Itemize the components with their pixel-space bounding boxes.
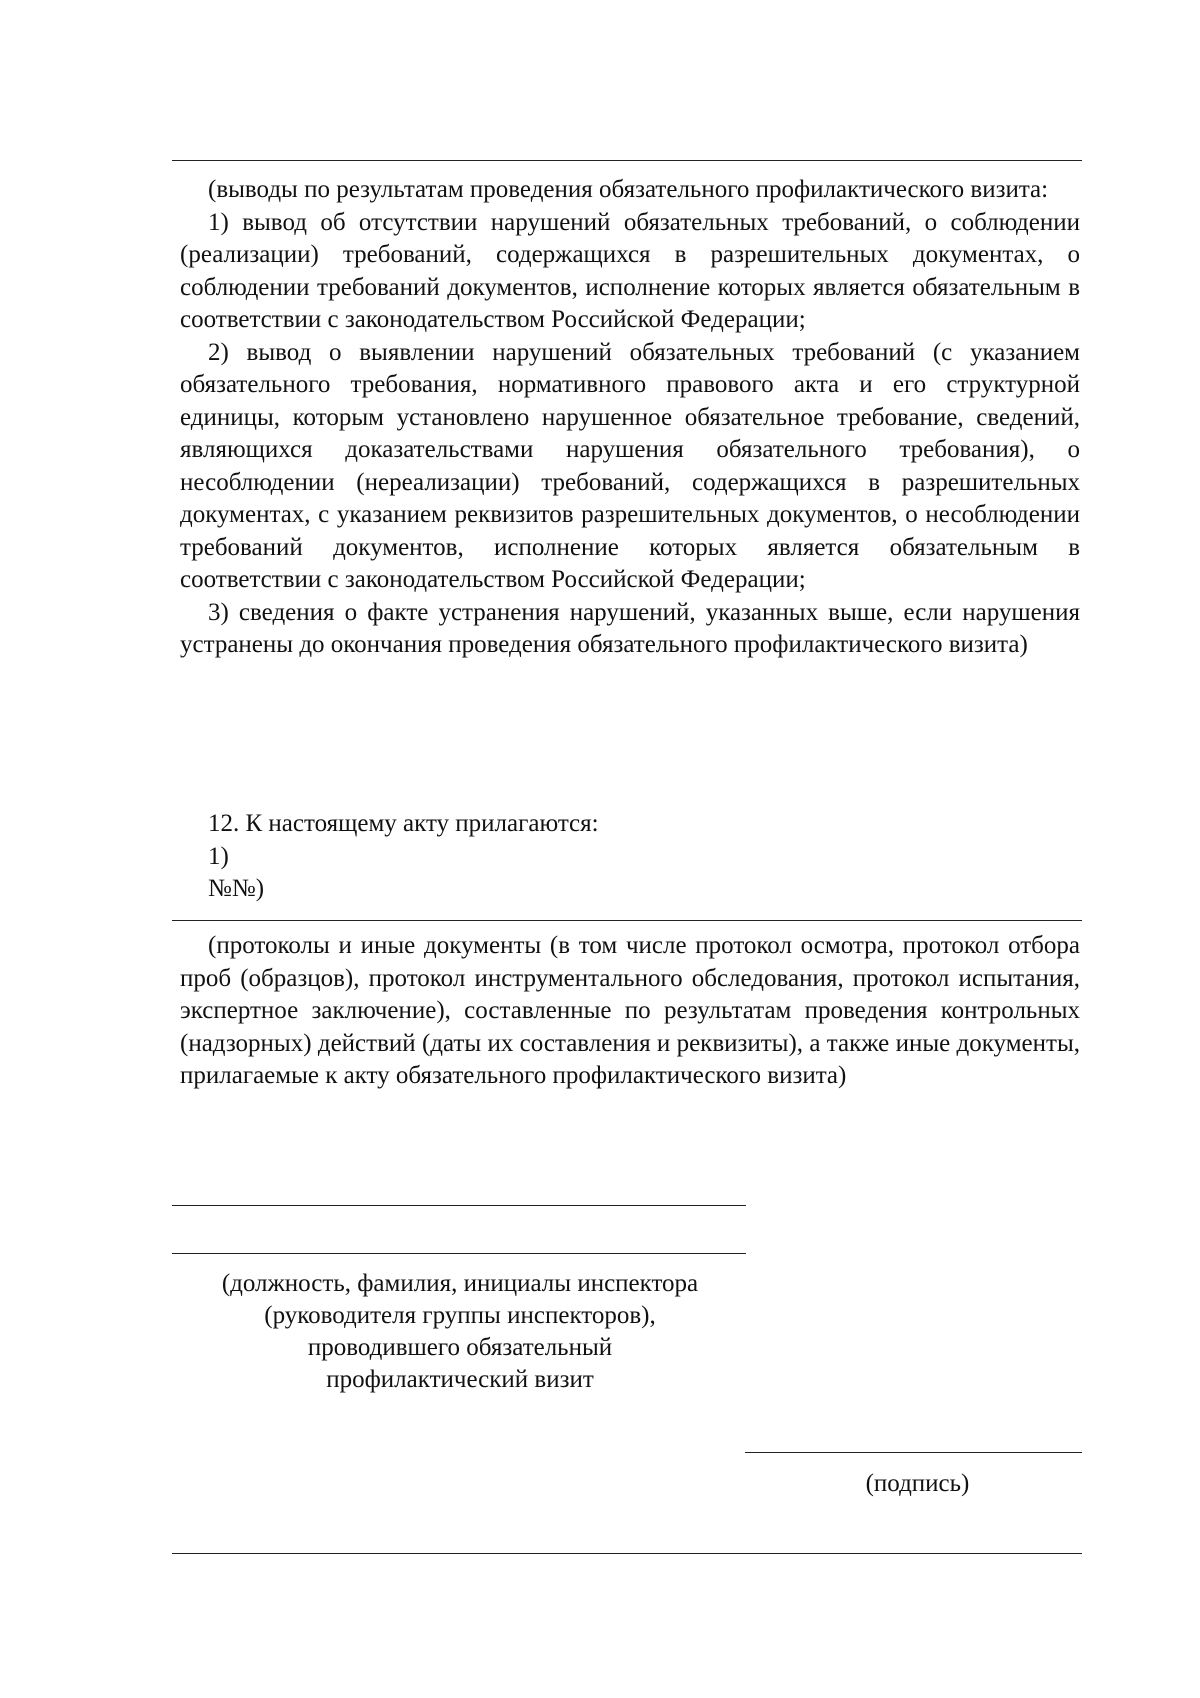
attachments-section: [180, 808, 1080, 906]
bottom-fill-line: [172, 1553, 1082, 1554]
signature-caption: (подпись): [865, 1470, 970, 1497]
conclusions-item-2: 2) вывод о выявлении нарушений обязательных требований (с указанием обязательного требования, нормативного правового акта и его структурной единицы, которым установлено нарушенное обязательное требование, сведений, являющихся доказательствами нарушения обязательного требования), о несоблюдении (нереализации) требований, содержащихся в разрешительных документах, с указанием реквизитов разрешительных документов, о несоблюдении требований документов, исполнение которых является обязательным в соответствии с законодательством Российской Федерации;: [180, 338, 1080, 593]
inspector-caption: [180, 1268, 740, 1396]
inspector-caption-line-4: профилактический визит: [326, 1366, 594, 1393]
attachments-line-2: №№): [208, 875, 265, 902]
inspector-fill-line-2: [172, 1253, 746, 1254]
inspector-caption-line-1: (должность, фамилия, инициалы инспектора: [221, 1270, 699, 1297]
attachments-description-block: [180, 930, 1080, 1093]
signature-fill-line: [745, 1452, 1082, 1453]
top-fill-line: [172, 160, 1082, 161]
attachments-heading: 12. К настоящему акту прилагаются:: [208, 810, 599, 837]
conclusions-item-1: 1) вывод об отсутствии нарушений обязательных требований, о соблюдении (реализации) требований, содержащихся в разрешительных документах, о соблюдении требований документов, исполнение которых является обязательным в соответствии с законодательством Российской Федерации;: [180, 208, 1080, 333]
inspector-caption-line-2: (руководителя группы инспекторов),: [264, 1302, 656, 1329]
inspector-caption-line-3: проводившего обязательный: [307, 1334, 613, 1361]
attachments-fill-line: [172, 920, 1082, 921]
attachments-description: (протоколы и иные документы (в том числе протокол осмотра, протокол отбора проб (образцов), протокол инструментального обследования, протокол испытания, экспертное заключение), составленные по результатам проведения контрольных (надзорных) действий (даты их составления и реквизиты), а также иные документы, прилагаемые к акту обязательного профилактического визита): [180, 932, 1080, 1089]
attachments-line-1: 1): [208, 842, 229, 870]
conclusions-item-3: 3) сведения о факте устранения нарушений, указанных выше, если нарушения устранены до окончания проведения обязательного профилактического визита): [180, 598, 1080, 658]
conclusions-intro: (выводы по результатам проведения обязательного профилактического визита:: [208, 176, 1049, 203]
inspector-fill-line-1: [172, 1205, 746, 1206]
conclusions-section: [180, 174, 1080, 662]
